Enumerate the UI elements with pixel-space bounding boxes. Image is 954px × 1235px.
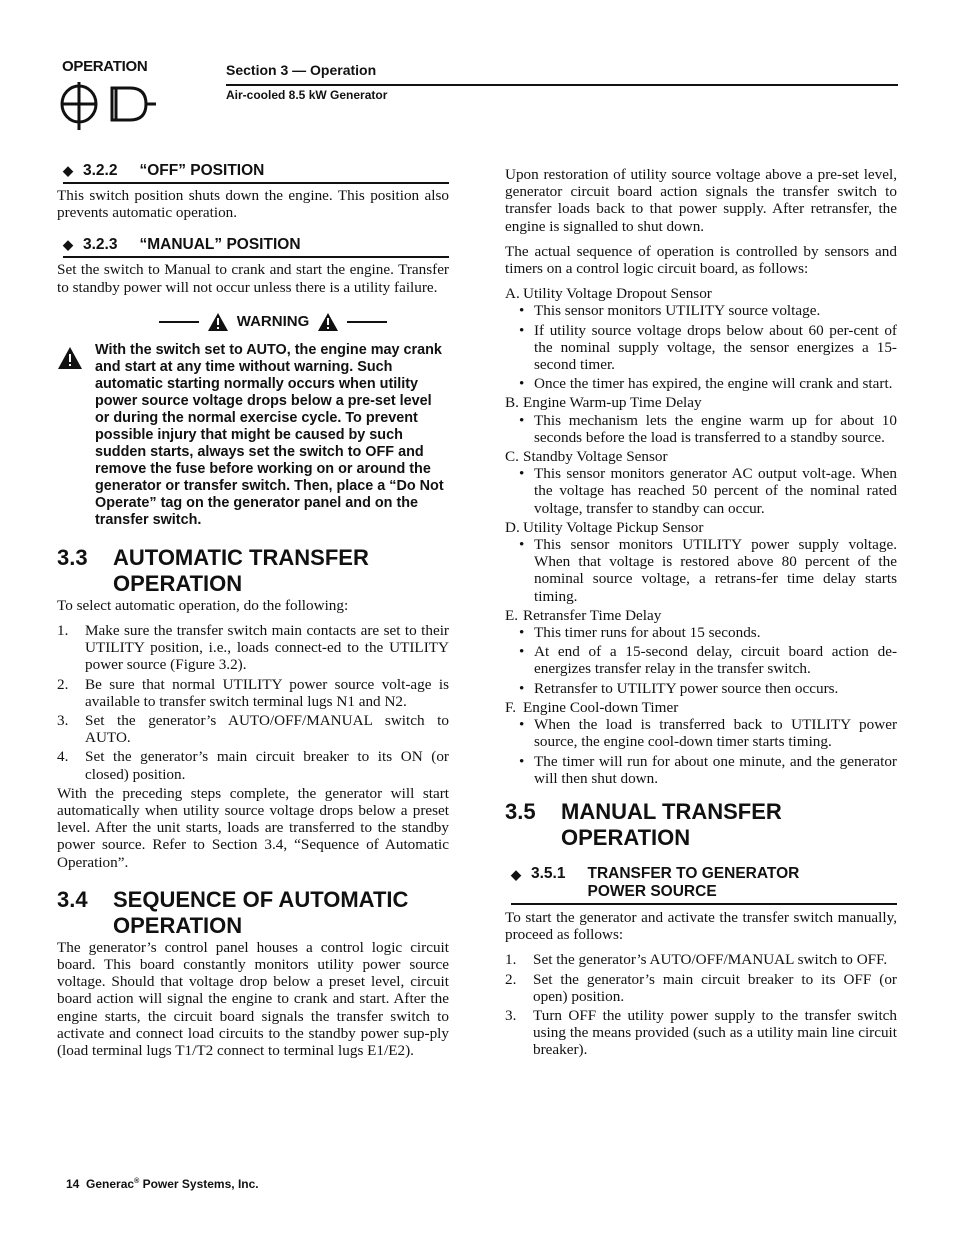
bullet-text: At end of a 15-second delay, circuit board action de-energizes transfer relay in the transfer switch. [534, 643, 897, 678]
heading-number: 3.5 [505, 798, 536, 824]
heading-3-4 [57, 887, 449, 939]
heading-title-line2: OPERATION [113, 912, 243, 938]
list-item [519, 465, 897, 517]
warning-triangle-icon [207, 312, 229, 332]
step-number: 2. [505, 970, 517, 988]
list-item [57, 712, 449, 746]
list-item [519, 680, 897, 697]
sensor-name: Engine Cool-down Timer [523, 698, 679, 716]
step-number: 1. [57, 622, 69, 640]
sensor-bullets [505, 465, 897, 517]
step-number: 3. [57, 712, 69, 730]
heading-title [587, 865, 799, 901]
bullet-icon: • [519, 752, 525, 770]
diamond-bullet-icon: ◆ [511, 866, 521, 882]
step-text: Set the generator’s main circuit breaker to its ON (or closed) position. [85, 748, 449, 783]
heading-number: 3.5.1 [531, 864, 566, 882]
sensor-name: Retransfer Time Delay [523, 606, 662, 624]
heading-title-line1: SEQUENCE OF AUTOMATIC [113, 886, 409, 912]
list-item [519, 716, 897, 750]
warning-box [57, 342, 449, 529]
operation-plug-icon [60, 82, 156, 130]
section-title: Section 3 — Operation [226, 62, 377, 78]
list-item [519, 412, 897, 446]
warning-rule-left [159, 321, 199, 323]
bullet-icon: • [519, 465, 525, 483]
heading-number: 3.2.2 [83, 162, 118, 179]
sensor-heading [505, 394, 897, 411]
sensor-name: Utility Voltage Pickup Sensor [523, 518, 704, 536]
diamond-bullet-icon: ◆ [63, 163, 73, 178]
step-text: Be sure that normal UTILITY power source volt-age is available to transfer switch terminal lugs N1 and N2. [85, 675, 449, 710]
left-column [57, 162, 449, 1059]
header-rule [226, 84, 898, 86]
list-item [519, 643, 897, 677]
sensor-name: Utility Voltage Dropout Sensor [523, 285, 712, 303]
right-column [505, 166, 897, 1061]
heading-title-line1: TRANSFER TO GENERATOR [587, 864, 800, 882]
page-number: 14 [66, 1177, 80, 1191]
company-name: Generac [86, 1177, 135, 1191]
list-item [519, 753, 897, 787]
heading-title-line2: OPERATION [113, 570, 243, 596]
manual-intro: To start the generator and activate the transfer switch manually, proceed as follows: [505, 908, 897, 944]
sensor-bullets [505, 536, 897, 605]
heading-3-2-2 [63, 162, 449, 184]
warning-triangle-icon [57, 346, 83, 370]
bullet-icon: • [519, 643, 525, 661]
step-text: Turn OFF the utility power supply to the transfer switch using the means provided (such as a utility main line circuit breaker). [533, 1006, 897, 1059]
list-item [57, 748, 449, 782]
sensor-bullets [505, 624, 897, 697]
warning-rule-right [347, 321, 387, 323]
heading-3-3 [57, 545, 449, 597]
step-number: 2. [57, 675, 69, 693]
list-item [57, 622, 449, 674]
sensor-letter: F. [505, 698, 517, 716]
sensor-letter: B. [505, 394, 519, 412]
list-item [519, 375, 897, 392]
operation-label: OPERATION [62, 58, 148, 75]
manual-position-text: Set the switch to Manual to crank and start the engine. Transfer to standby power will not occur unless there is a utility failure. [57, 261, 449, 296]
sensor-heading [505, 699, 897, 716]
heading-title [113, 545, 369, 597]
step-text: Set the generator’s main circuit breaker to its OFF (or open) position. [533, 970, 897, 1005]
list-item [519, 302, 897, 319]
heading-title: MANUAL TRANSFER OPERATION [561, 798, 782, 850]
bullet-text: This sensor monitors UTILITY source voltage. [534, 302, 821, 320]
bullet-icon: • [519, 302, 525, 320]
bullet-icon: • [519, 411, 525, 429]
sensor-letter: A. [505, 285, 520, 303]
heading-title-line1: AUTOMATIC TRANSFER [113, 544, 369, 570]
bullet-icon: • [519, 624, 525, 642]
sensor-heading [505, 519, 897, 536]
sensor-name: Standby Voltage Sensor [523, 448, 668, 466]
bullet-icon: • [519, 679, 525, 697]
heading-title: “MANUAL” POSITION [139, 236, 301, 254]
list-item [505, 971, 897, 1005]
heading-title-line2: POWER SOURCE [587, 882, 717, 900]
step-number: 3. [505, 1006, 517, 1024]
registered-mark: ® [134, 1178, 140, 1185]
list-item [505, 951, 897, 968]
step-text: Set the generator’s AUTO/OFF/MANUAL switch to AUTO. [85, 712, 449, 747]
heading-title: “OFF” POSITION [139, 162, 265, 179]
sensor-letter: E. [505, 606, 519, 624]
auto-after-text: With the preceding steps complete, the generator will start automatically when utility source voltage drops below a preset level. After the unit starts, loads are transferred to the standby power source. Refer to Section 3.4, “Sequence of Automatic Operation”. [57, 784, 449, 871]
heading-3-2-3 [63, 236, 449, 258]
warning-triangle-icon [317, 312, 339, 332]
bullet-icon: • [519, 321, 525, 339]
sensor-letter: C. [505, 448, 519, 466]
bullet-text: This sensor monitors UTILITY power supply voltage. When that voltage is restored above 80 percent of the nominal source voltage, a retrans-fer time delay starts timing. [534, 536, 897, 605]
off-position-text: This switch position shuts down the engine. This position also prevents automatic operation. [57, 187, 449, 222]
sensor-name: Engine Warm-up Time Delay [523, 394, 702, 412]
bullet-text: Once the timer has expired, the engine will crank and start. [534, 375, 893, 393]
sensor-letter: D. [505, 518, 520, 536]
warning-header [97, 312, 449, 332]
sensor-bullets [505, 302, 897, 392]
heading-number: 3.2.3 [83, 236, 118, 254]
bullet-text: This timer runs for about 15 seconds. [534, 624, 761, 642]
list-item [519, 536, 897, 605]
heading-number: 3.3 [57, 544, 88, 570]
heading-3-5-1 [511, 865, 897, 905]
auto-intro: To select automatic operation, do the following: [57, 596, 349, 614]
heading-number: 3.4 [57, 886, 88, 912]
company-name-rest: Power Systems, Inc. [139, 1177, 259, 1191]
bullet-icon: • [519, 716, 525, 734]
list-item [519, 624, 897, 641]
bullet-text: Retransfer to UTILITY power source then occurs. [534, 679, 839, 697]
auto-steps [57, 622, 449, 783]
sensor-bullets [505, 412, 897, 446]
diamond-bullet-icon: ◆ [63, 237, 73, 253]
heading-title [113, 887, 408, 939]
list-item [519, 322, 897, 374]
warning-label: WARNING [236, 313, 310, 331]
bullet-text: This sensor monitors generator AC output volt-age. When the voltage has reached 50 percent of the nominal rated voltage, transfer to standby can occur. [534, 465, 897, 517]
step-number: 4. [57, 748, 69, 766]
bullet-text: When the load is transferred back to UTILITY power source, the engine cool-down timer starts timing. [534, 716, 897, 751]
sensor-bullets [505, 716, 897, 787]
manual-steps [505, 951, 897, 1058]
warning-text: With the switch set to AUTO, the engine may crank and start at any time without warning. Such automatic starting normally occurs when utility power source voltage drops below a pre-set level or during the normal exercise cycle. To prevent possible injury that might be caused by such sudden starts, always set the switch to OFF and remove the fuse before working on or around the generator or transfer switch. Then, place a “Do Not Operate” tag on the generator panel and on the transfer switch. [95, 341, 444, 528]
sequence-intro: The actual sequence of operation is controlled by sensors and timers on a control logic circuit board, as follows: [505, 242, 897, 278]
bullet-text: The timer will run for about one minute, and the generator will then shut down. [534, 752, 897, 787]
page-footer [66, 1177, 259, 1191]
sensor-heading [505, 607, 897, 624]
bullet-icon: • [519, 536, 525, 554]
document-subtitle: Air-cooled 8.5 kW Generator [226, 88, 388, 102]
heading-3-5 [505, 799, 897, 851]
step-number: 1. [505, 951, 517, 969]
bullet-text: This mechanism lets the engine warm up for about 10 seconds before the load is transferred to a standby source. [534, 411, 897, 446]
sensor-heading [505, 285, 897, 302]
list-item [57, 676, 449, 710]
list-item [505, 1007, 897, 1059]
sequence-text: The generator’s control panel houses a control logic circuit board. This board constantly monitors utility power source voltage. Should that voltage drop below a preset level, circuit board action will signal the engine to crank and start. After the engine starts, the circuit board signals the transfer switch to activate and connect load circuits to the standby power sup-ply (load terminal lugs T1/T2 connect to terminal lugs E1/E2). [57, 938, 449, 1060]
bullet-icon: • [519, 375, 525, 393]
sensor-heading [505, 448, 897, 465]
sensor-list [505, 285, 897, 787]
step-text: Set the generator’s AUTO/OFF/MANUAL switch to OFF. [533, 951, 888, 969]
bullet-text: If utility source voltage drops below about 60 per-cent of the nominal supply voltage, the sensor energizes a 15-second timer. [534, 321, 897, 374]
step-text: Make sure the transfer switch main contacts are set to their UTILITY position, i.e., loads connect-ed to the UTILITY power source (Figure 3.2). [85, 622, 449, 674]
restoration-text: Upon restoration of utility source voltage above a pre-set level, generator circuit board action signals the transfer switch to transfer loads back to that power supply. After retransfer, the engine is signalled to shut down. [505, 166, 897, 235]
